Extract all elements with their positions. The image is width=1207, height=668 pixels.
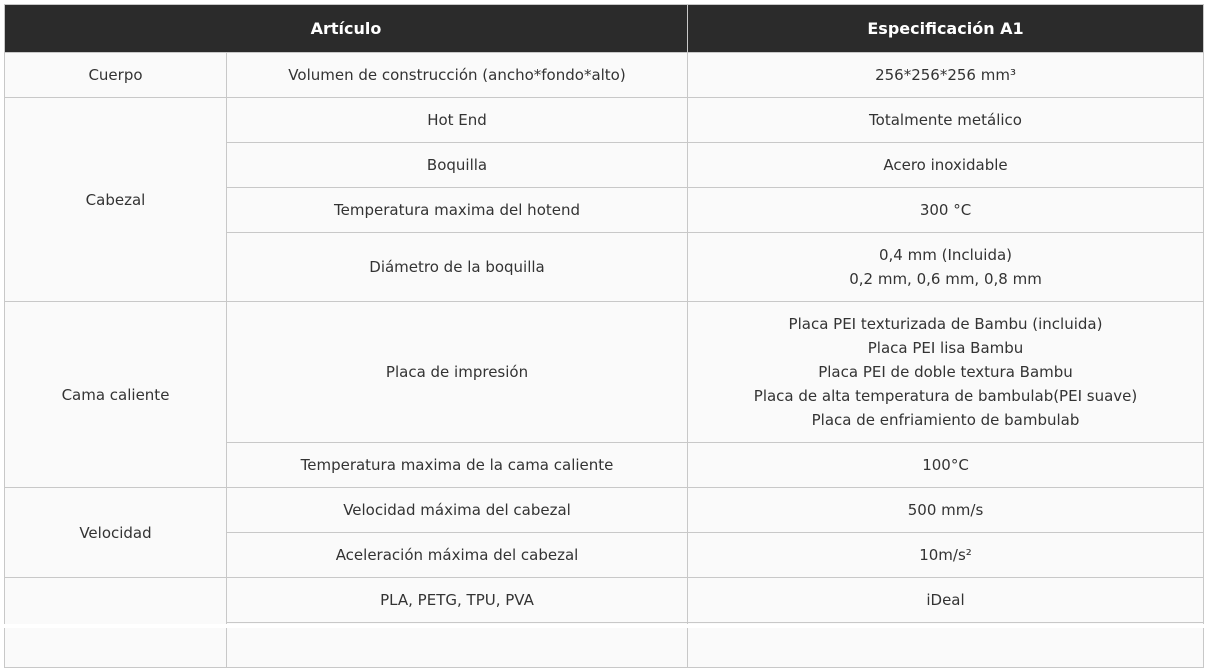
table-row	[5, 53, 1204, 98]
group-cell-velocidad: Velocidad	[5, 488, 227, 578]
spec-line: 10m/s²	[919, 546, 972, 564]
spec-cell	[688, 578, 1204, 623]
spec-line: Acero inoxidable	[883, 156, 1008, 174]
header-item: Artículo	[5, 5, 688, 53]
spec-line: Placa PEI de doble textura Bambu	[818, 363, 1073, 381]
item-cell: Placa de impresión	[227, 302, 688, 443]
spec-cell	[688, 302, 1204, 443]
spec-line: 300 °C	[919, 201, 972, 219]
group-cell-materiales	[5, 578, 227, 668]
group-cell-cabezal: Cabezal	[5, 98, 227, 302]
table-row	[5, 98, 1204, 143]
table-row	[5, 578, 1204, 623]
item-cell: Temperatura maxima del hotend	[227, 188, 688, 233]
spec-cell	[688, 188, 1204, 233]
spec-cell	[688, 53, 1204, 98]
spec-line: Placa PEI texturizada de Bambu (incluida)	[788, 315, 1103, 333]
item-cell: Diámetro de la boquilla	[227, 233, 688, 302]
spec-line: Placa PEI lisa Bambu	[867, 339, 1024, 357]
item-cell: Boquilla	[227, 143, 688, 188]
spec-cell	[688, 443, 1204, 488]
spec-line: Placa de alta temperatura de bambulab(PEI suave)	[753, 387, 1138, 405]
item-cell: Temperatura maxima de la cama caliente	[227, 443, 688, 488]
spec-table-container	[4, 4, 1203, 668]
spec-line: 256*256*256 mm³	[875, 66, 1016, 84]
spec-cell	[688, 98, 1204, 143]
item-cell: PLA, PETG, TPU, PVA	[227, 578, 688, 623]
item-cell: Velocidad máxima del cabezal	[227, 488, 688, 533]
spec-table	[4, 4, 1204, 668]
spec-cell	[688, 533, 1204, 578]
table-row	[5, 302, 1204, 443]
spec-line: Totalmente metálico	[869, 111, 1022, 129]
item-cell: Aceleración máxima del cabezal	[227, 533, 688, 578]
group-cell-cama-caliente: Cama caliente	[5, 302, 227, 488]
spec-line: 500 mm/s	[907, 501, 984, 519]
spec-cell	[688, 233, 1204, 302]
table-header-row	[5, 5, 1204, 53]
spec-cell	[688, 623, 1204, 668]
group-cell-cuerpo: Cuerpo	[5, 53, 227, 98]
table-row	[5, 488, 1204, 533]
header-spec: Especificación A1	[688, 5, 1204, 53]
item-cell: Volumen de construcción (ancho*fondo*alto)	[227, 53, 688, 98]
spec-line: Placa de enfriamiento de bambulab	[811, 411, 1080, 429]
item-cell	[227, 623, 688, 668]
spec-cell	[688, 143, 1204, 188]
spec-cell	[688, 488, 1204, 533]
spec-line: 0,4 mm (Incluida)	[878, 246, 1013, 264]
item-cell: Hot End	[227, 98, 688, 143]
spec-line: 0,2 mm, 0,6 mm, 0,8 mm	[849, 270, 1042, 288]
spec-line: 100°C	[922, 456, 969, 474]
spec-line: iDeal	[926, 591, 965, 609]
viewport-bottom-edge	[0, 624, 1207, 628]
